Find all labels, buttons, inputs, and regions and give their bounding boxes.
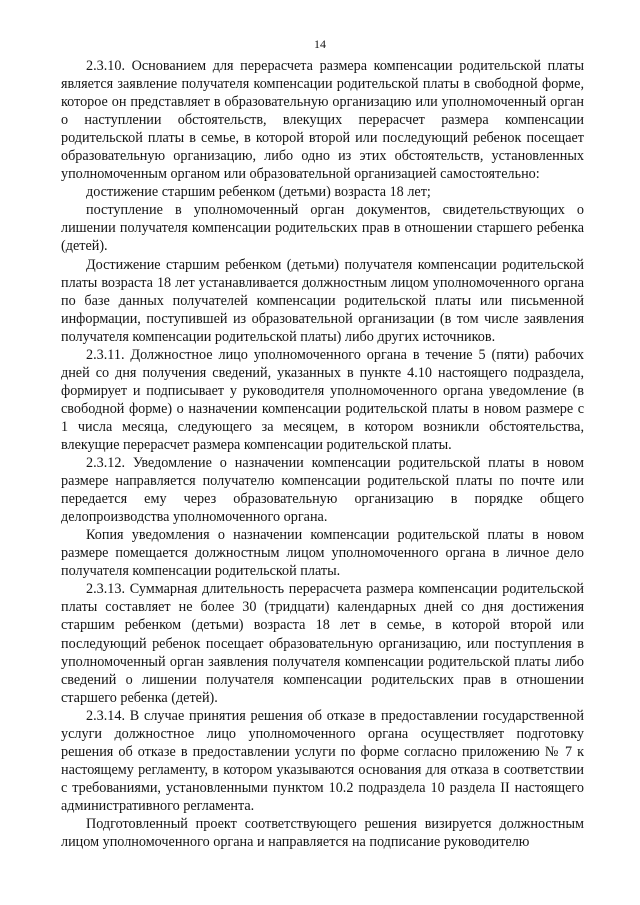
paragraph-condition-deprivation: поступление в уполномоченный орган документов, свидетельствующих о лишении получателя компенсации родительских прав в отношении старшего ребенка (детей). <box>61 202 584 255</box>
paragraph-2-3-14: 2.3.14. В случае принятия решения об отказе в предоставлении государственной услуги должностное лицо уполномоченного органа осуществляет подготовку решения об отказе в предоставлении услуги по форме согласно приложению № 7 к настоящему регламенту, в котором указываются основания для отказа в соответствии с требованиями, установленными пунктом 10.2 подраздела 10 раздела II настоящего административного регламента. <box>61 707 584 814</box>
paragraph-age-verification: Достижение старшим ребенком (детьми) получателя компенсации родительской платы возраста 18 лет устанавливается должностным лицом уполномоченного органа по базе данных получателей компенсации родительской платы или письменной информации, поступившей из образовательной организации (в том числе заявления получателя компенсации родительской платы) либо других источников. <box>61 256 584 345</box>
paragraph-2-3-12: 2.3.12. Уведомление о назначении компенсации родительской платы в новом размере направляется получателю компенсации родительской платы по почте или передается ему через образовательную организацию в порядке общего делопроизводства уполномоченного органа. <box>61 455 584 526</box>
page-number: 14 <box>314 37 326 51</box>
paragraph-notice-copy: Копия уведомления о назначении компенсации родительской платы в новом размере помещается должностным лицом уполномоченного органа в личное дело получателя компенсации родительской платы. <box>61 527 584 580</box>
paragraph-condition-age-18: достижение старшим ребенком (детьми) возраста 18 лет; <box>86 184 431 201</box>
paragraph-draft-decision: Подготовленный проект соответствующего решения визируется должностным лицом уполномоченного органа и направляется на подписание руководителю <box>61 815 584 851</box>
document-body <box>61 57 584 851</box>
paragraph-2-3-11: 2.3.11. Должностное лицо уполномоченного органа в течение 5 (пяти) рабочих дней со дня получения сведений, указанных в пункте 4.10 настоящего подраздела, формирует и подписывает у руководителя уполномоченного органа уведомление (в свободной форме) о назначении компенсации родительской платы в новом размере с 1 числа месяца, следующего за месяцем, в котором возникли обстоятельства, влекущие перерасчет размера компенсации родительской платы. <box>61 346 584 453</box>
paragraph-2-3-10: 2.3.10. Основанием для перерасчета размера компенсации родительской платы является заявление получателя компенсации родительской платы в свободной форме, которое он представляет в образовательную организацию или уполномоченный орган о наступлении обстоятельств, влекущих перерасчет размера компенсации родительской платы в семье, в которой второй или последующий ребенок посещает образовательную организацию, либо одно из этих обстоятельств, установленных уполномоченным органом или образовательной организацией самостоятельно: <box>61 58 584 183</box>
paragraph-2-3-13: 2.3.13. Суммарная длительность перерасчета размера компенсации родительской платы составляет не более 30 (тридцати) календарных дней со дня достижения старшим ребенком (детьми) возраста 18 лет в семье, в которой второй или последующий ребенок посещает образовательную организацию, или поступления в уполномоченный орган заявления получателя компенсации родительской платы либо сведений о лишении получателя компенсации родительских прав в отношении старшего ребенка (детей). <box>61 581 584 706</box>
